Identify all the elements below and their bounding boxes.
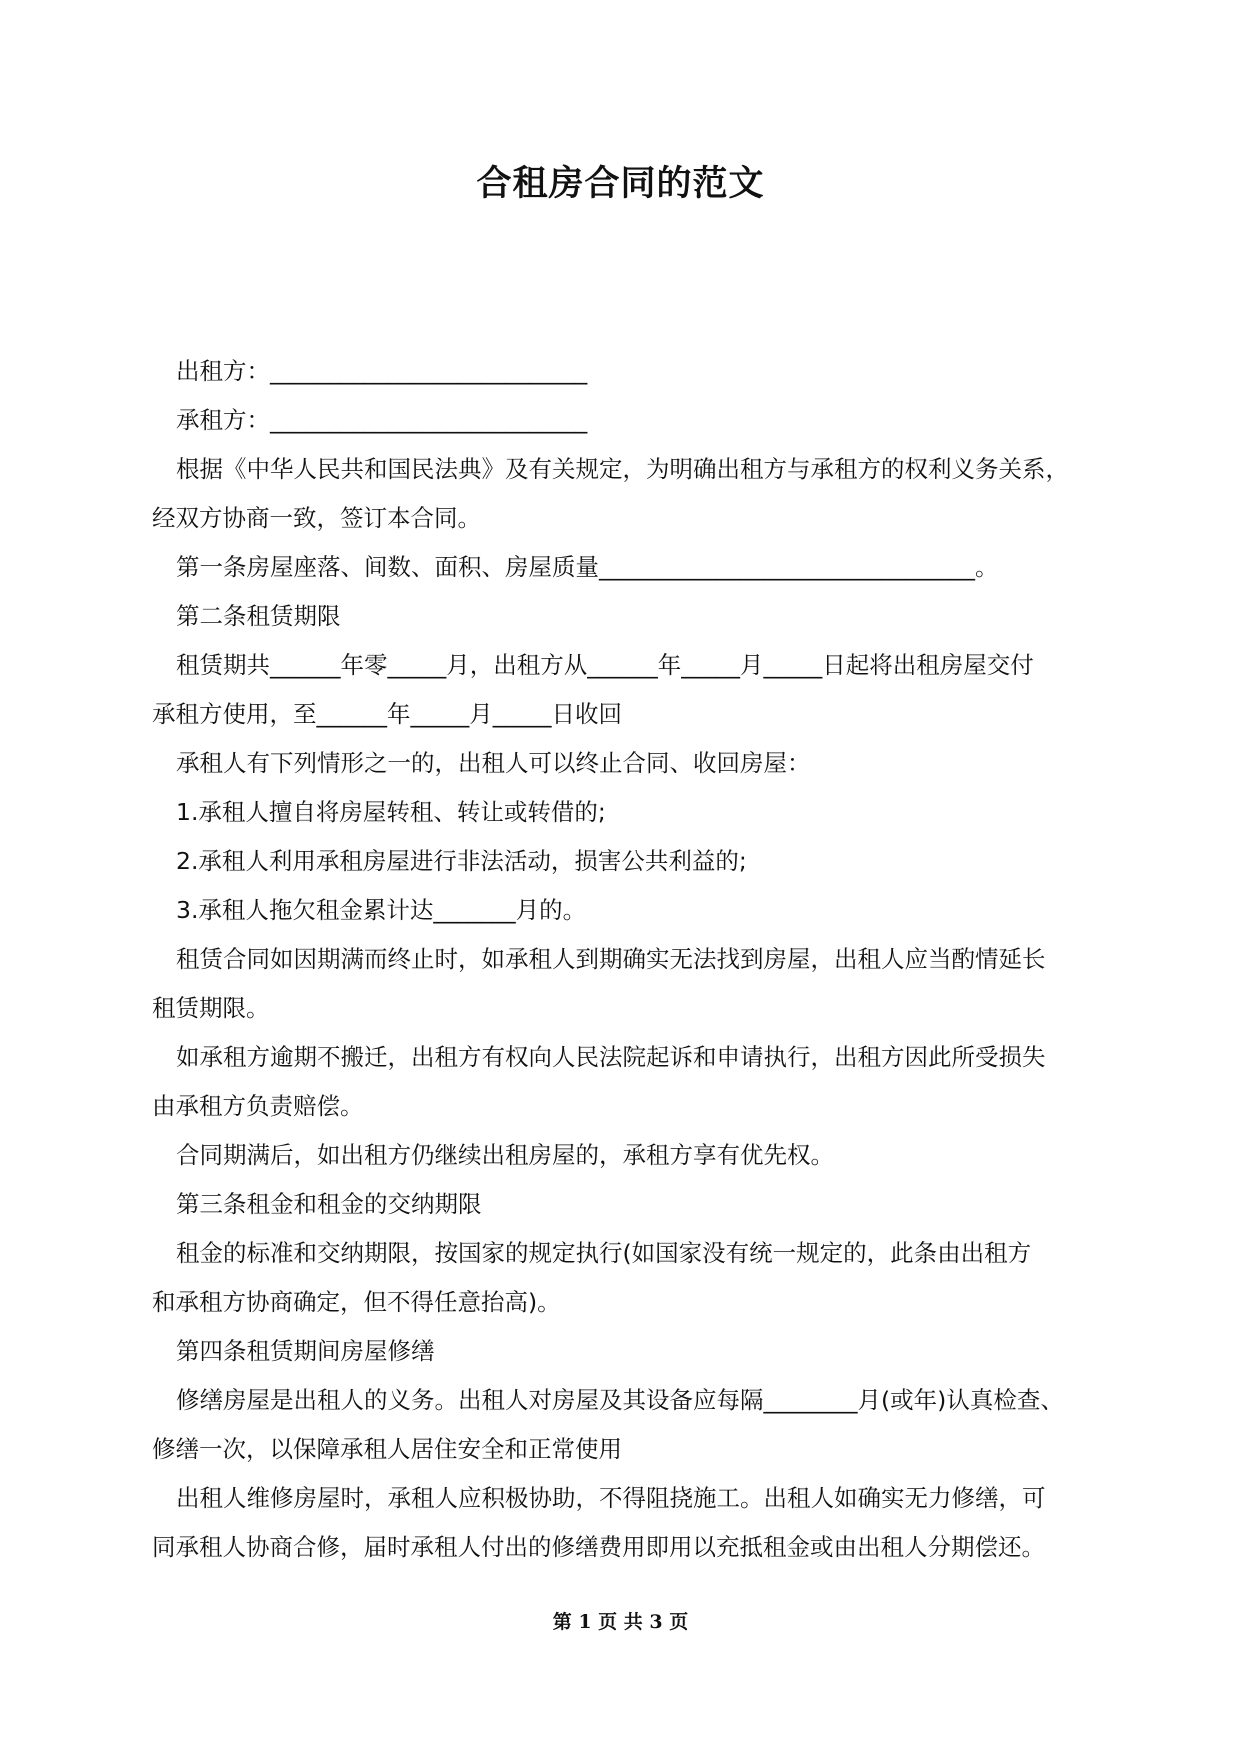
document-line: 第一条房屋座落、间数、面积、房屋质量________________________________。 — [176, 553, 999, 581]
document-line: 出租方：___________________________ — [176, 357, 588, 385]
document-line: 2.承租人利用承租房屋进行非法活动，损害公共利益的; — [176, 847, 747, 875]
document-line: 和承租方协商确定，但不得任意抬高)。 — [152, 1288, 561, 1316]
document-line: 租赁期限。 — [152, 994, 270, 1022]
document-line: 3.承租人拖欠租金累计达_______月的。 — [176, 896, 587, 924]
document-line: 承租方使用，至______年_____月_____日收回 — [152, 700, 622, 728]
document-line: 租金的标准和交纳期限，按国家的规定执行(如国家没有统一规定的，此条由出租方 — [176, 1239, 1032, 1267]
document-line: 同承租人协商合修，届时承租人付出的修缮费用即用以充抵租金或由出租人分期偿还。 — [152, 1533, 1045, 1561]
document-line: 第三条租金和租金的交纳期限 — [176, 1190, 482, 1218]
document-title: 合租房合同的范文 — [476, 164, 765, 204]
document-line: 修缮一次，以保障承租人居住安全和正常使用 — [152, 1435, 622, 1463]
document-line: 租赁期共______年零_____月，出租方从______年_____月_____日起将出租房屋交付 — [176, 651, 1034, 679]
document-line: 经双方协商一致，签订本合同。 — [152, 504, 481, 532]
document-line: 租赁合同如因期满而终止时，如承租人到期确实无法找到房屋，出租人应当酌情延长 — [176, 945, 1046, 973]
document-line: 承租方：___________________________ — [176, 406, 588, 434]
document-line: 第二条租赁期限 — [176, 602, 341, 630]
document-line: 根据《中华人民共和国民法典》及有关规定，为明确出租方与承租方的权利义务关系， — [176, 455, 1069, 483]
document-line: 如承租方逾期不搬迁，出租方有权向人民法院起诉和申请执行，出租方因此所受损失 — [176, 1043, 1046, 1071]
document-line: 由承租方负责赔偿。 — [152, 1092, 364, 1120]
document-line: 合同期满后，如出租方仍继续出租房屋的，承租方享有优先权。 — [176, 1141, 834, 1169]
page-footer: 第 1 页 共 3 页 — [552, 1611, 689, 1633]
document-line: 出租人维修房屋时，承租人应积极协助，不得阻挠施工。出租人如确实无力修缮，可 — [176, 1484, 1046, 1512]
document-line: 修缮房屋是出租人的义务。出租人对房屋及其设备应每隔________月(或年)认真检查、 — [176, 1386, 1064, 1414]
document-line: 第四条租赁期间房屋修缮 — [176, 1337, 435, 1365]
document-line: 1.承租人擅自将房屋转租、转让或转借的; — [176, 798, 606, 826]
document-line: 承租人有下列情形之一的，出租人可以终止合同、收回房屋： — [176, 749, 811, 777]
document-body — [152, 347, 1097, 1572]
